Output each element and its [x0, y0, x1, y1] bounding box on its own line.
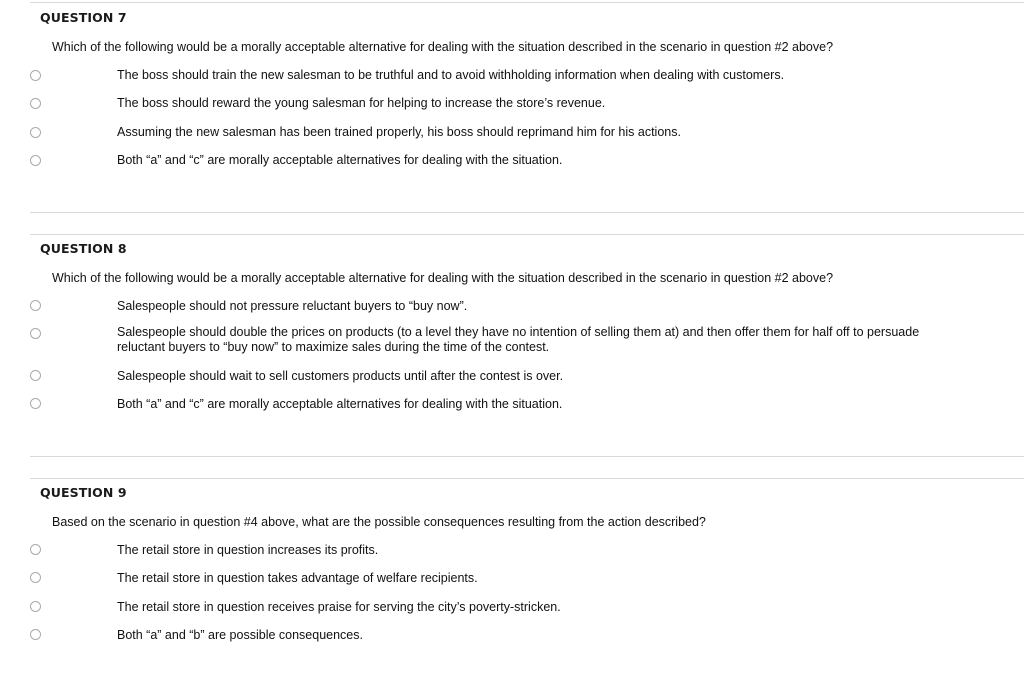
- radio-button[interactable]: [30, 300, 41, 311]
- question-divider: [30, 478, 1024, 479]
- answer-text: The boss should reward the young salesman for helping to increase the store’s revenue.: [117, 96, 606, 110]
- radio-button[interactable]: [30, 127, 41, 138]
- answer-text: Salespeople should not pressure reluctant buyers to “buy now”.: [117, 299, 468, 313]
- answer-text: Both “a” and “b” are possible consequences.: [117, 628, 363, 642]
- answer-text: The boss should train the new salesman to be truthful and to avoid withholding information when dealing with customers.: [117, 68, 785, 82]
- answer-text: Both “a” and “c” are morally acceptable alternatives for dealing with the situation.: [117, 153, 563, 167]
- radio-button[interactable]: [30, 70, 41, 81]
- radio-button[interactable]: [30, 155, 41, 166]
- top-divider: [30, 2, 1024, 3]
- question-prompt: Based on the scenario in question #4 above, what are the possible consequences resulting from the action described?: [52, 515, 706, 529]
- answer-text: The retail store in question increases its profits.: [117, 543, 379, 557]
- answer-text: Assuming the new salesman has been trained properly, his boss should reprimand him for his actions.: [117, 125, 681, 139]
- radio-button[interactable]: [30, 544, 41, 555]
- question-divider: [30, 212, 1024, 213]
- answer-text: The retail store in question takes advantage of welfare recipients.: [117, 571, 478, 585]
- answer-text: Both “a” and “c” are morally acceptable alternatives for dealing with the situation.: [117, 397, 563, 411]
- radio-button[interactable]: [30, 398, 41, 409]
- radio-button[interactable]: [30, 601, 41, 612]
- question-prompt: Which of the following would be a morally acceptable alternative for dealing with the situation described in the scenario in question #2 above?: [52, 271, 834, 285]
- radio-button[interactable]: [30, 370, 41, 381]
- question-title: QUESTION 7: [40, 10, 127, 25]
- radio-button[interactable]: [30, 328, 41, 339]
- question-title: QUESTION 9: [40, 485, 127, 500]
- radio-button[interactable]: [30, 572, 41, 583]
- answer-text: Salespeople should double the prices on products (to a level they have no intention of selling them at) and then offer them for half off to persuade reluctant buyers to “buy now” to maximize sales during the time of the contest.: [117, 325, 920, 354]
- answer-text: The retail store in question receives praise for serving the city’s poverty-stricken.: [117, 600, 561, 614]
- question-prompt: Which of the following would be a morally acceptable alternative for dealing with the situation described in the scenario in question #2 above?: [52, 40, 834, 54]
- radio-button[interactable]: [30, 629, 41, 640]
- radio-button[interactable]: [30, 98, 41, 109]
- question-divider: [30, 456, 1024, 457]
- question-divider: [30, 234, 1024, 235]
- question-title: QUESTION 8: [40, 241, 127, 256]
- answer-text: Salespeople should wait to sell customers products until after the contest is over.: [117, 369, 564, 383]
